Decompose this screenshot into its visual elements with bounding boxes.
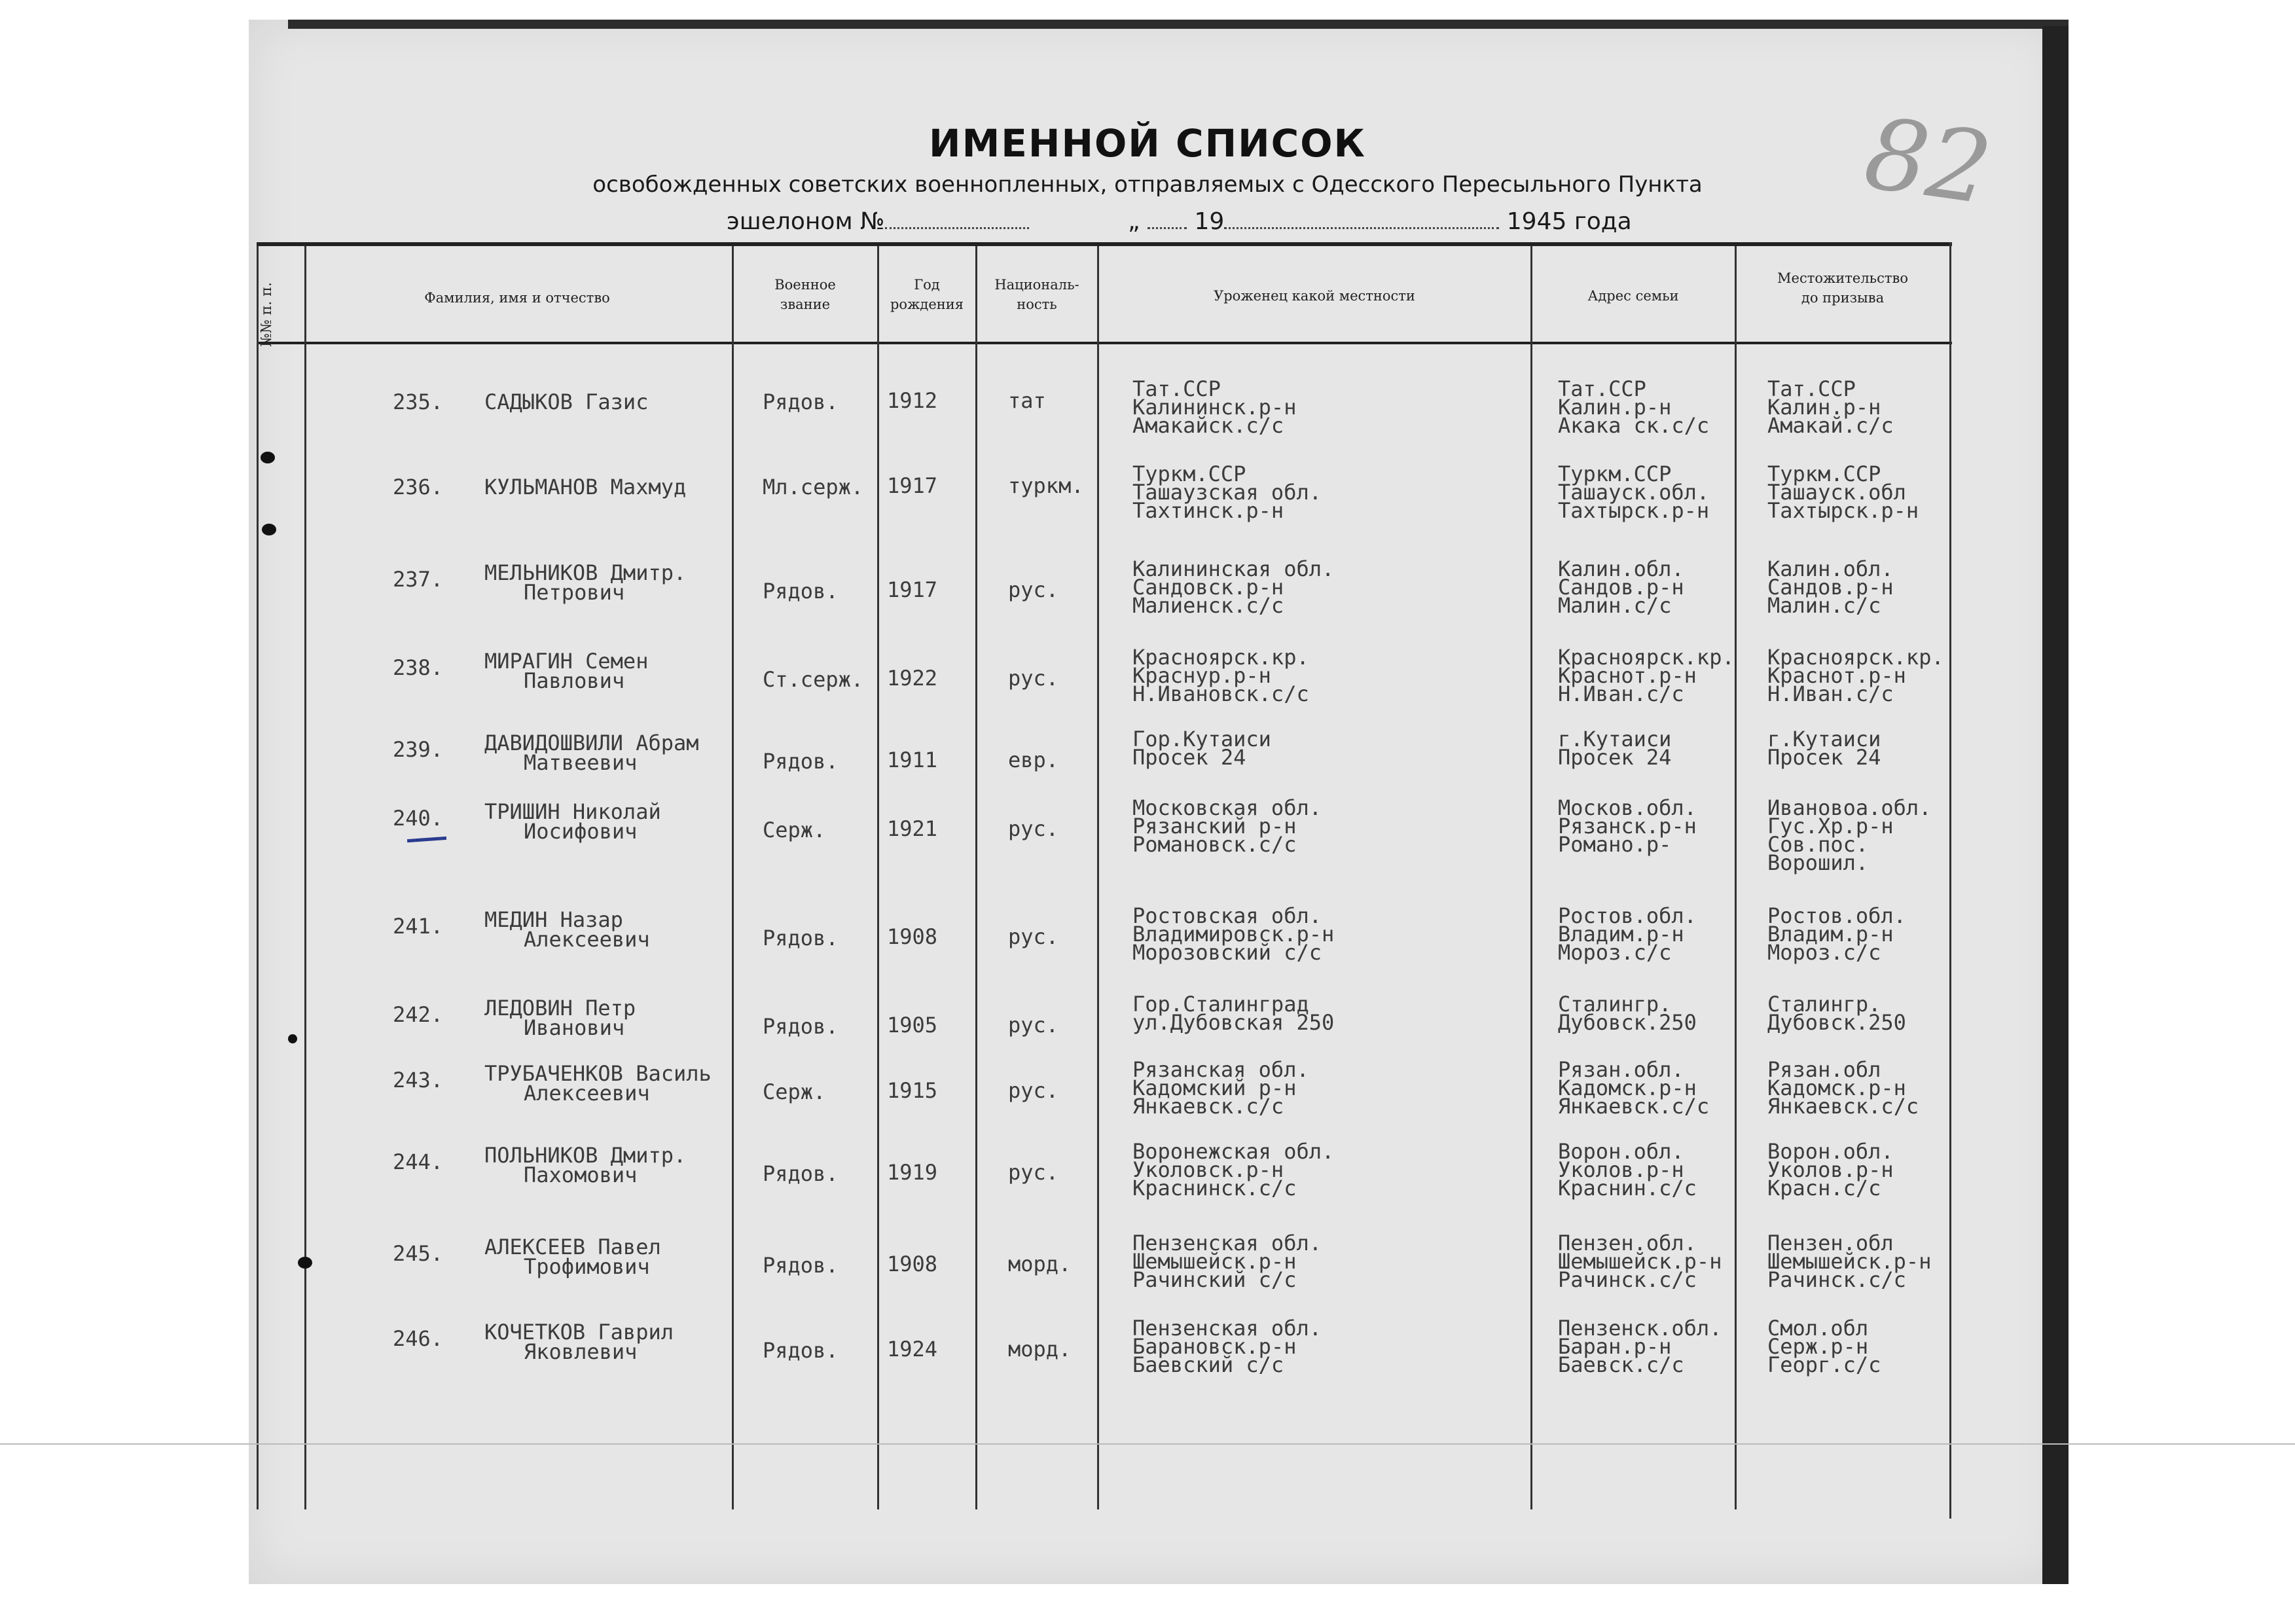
row-origin-line: Калининск.р-н [1132,395,1297,420]
page-fold-line [0,1443,2295,1445]
row-resid-line: Красноярск.кр. [1767,645,1944,670]
row-family-line: Малин.с/с [1558,593,1672,618]
col-line-5 [1097,246,1099,1509]
row-rank: Рядов. [763,389,839,414]
row-nationality: евр. [1008,748,1059,772]
row-family-line: Н.Иван.с/с [1558,681,1684,706]
row-birth-year: 1921 [887,816,938,841]
row-origin-line: Барановск.р-н [1132,1334,1297,1359]
row-number: 236. [393,475,444,499]
row-number: 235. [393,389,444,414]
row-name: ТРИШИН Николай [484,799,661,824]
row-resid-line: Дубовск.250 [1767,1010,1906,1035]
row-patronymic: Алексеевич [524,927,650,952]
row-rank: Серж. [763,818,826,842]
col-line-4 [975,246,977,1509]
row-origin-line: Тахтинск.р-н [1132,498,1284,523]
row-number: 237. [393,567,444,592]
row-name: КОЧЕТКОВ Гаврил [484,1320,674,1344]
row-rank: Серж. [763,1079,826,1104]
row-origin-line: Ростовская обл. [1132,903,1322,928]
row-family-line: Тат.ССР [1558,376,1646,401]
row-nationality: туркм. [1008,473,1084,498]
row-resid-line: Сов.пос. [1767,832,1869,857]
row-number: 246. [393,1326,444,1351]
row-name: МЕДИН Назар [484,907,623,932]
row-name: ДАВИДОШВИЛИ Абрам [484,731,699,755]
row-resid-line: Пензен.обл [1767,1231,1894,1255]
punch-hole [262,524,276,535]
row-birth-year: 1919 [887,1160,938,1185]
row-family-line: Янкаевск.с/с [1558,1094,1710,1119]
row-family-line: Рачинск.с/с [1558,1267,1697,1292]
row-origin-line: Краснур.р-н [1132,663,1271,688]
row-origin-line: Н.Ивановск.с/с [1132,681,1309,706]
row-resid-line: Тахтырск.р-н [1767,498,1919,523]
row-birth-year: 1905 [887,1013,938,1038]
row-family-line: Уколов.р-н [1558,1157,1684,1182]
scan-top-edge [288,20,2069,29]
row-nationality: рус. [1008,924,1059,949]
row-origin-line: Красноярск.кр. [1132,645,1309,670]
document-subtitle: освобожденных советских военнопленных, отправляемых с Одесского Пересыльного Пункта [592,171,1703,198]
row-family-line: Москов.обл. [1558,795,1697,820]
row-patronymic: Иосифович [524,819,638,844]
row-resid-line: Калин.обл. [1767,556,1894,581]
row-resid-line: Ростов.обл. [1767,903,1906,928]
row-name: ТРУБАЧЕНКОВ Василь [484,1061,712,1086]
row-resid-line: Гус.Хр.р-н [1767,814,1894,839]
row-origin-line: Калининская обл. [1132,556,1335,581]
archive-page-number: 82 [1858,96,1998,227]
header-resid-line1: Местожительство [1777,270,1908,286]
row-origin-line: Туркм.ССР [1132,461,1246,486]
row-origin-line: Сандовск.р-н [1132,575,1284,600]
row-nationality: тат [1008,388,1046,413]
row-family-line: Дубовск.250 [1558,1010,1697,1035]
row-resid-line: Серж.р-н [1767,1334,1869,1359]
header-nationality [977,275,1097,314]
header-year-line1: Год [914,277,940,293]
col-line-1 [304,246,306,1509]
row-patronymic: Трофимович [524,1254,650,1279]
row-name: ПОЛЬНИКОВ Дмитр. [484,1143,687,1168]
row-nationality: морд. [1008,1252,1072,1276]
row-name: САДЫКОВ Газис [484,389,649,414]
row-origin-line: ул.Дубовская 250 [1132,1010,1335,1035]
header-origin: Уроженец какой местности [1214,288,1415,304]
table-top-border [257,242,1952,246]
scan-right-edge [2042,26,2069,1584]
row-resid-line: Ворон.обл. [1767,1139,1894,1164]
row-birth-year: 1922 [887,666,938,691]
col-line-7 [1735,246,1737,1509]
row-resid-line: г.Кутаиси [1767,727,1881,751]
echelon-label: эшелоном № [727,208,885,235]
row-rank: Рядов. [763,579,839,604]
row-name: АЛЕКСЕЕВ Павел [484,1235,661,1259]
row-resid-line: Тат.ССР [1767,376,1856,401]
row-family-line: Туркм.ССР [1558,461,1672,486]
row-number: 245. [393,1241,444,1266]
row-origin-line: Тат.ССР [1132,376,1221,401]
row-nationality: рус. [1008,1160,1059,1185]
row-nationality: рус. [1008,577,1059,602]
row-origin-line: Рязанская обл. [1132,1057,1309,1082]
header-nat-line2: ность [1017,297,1057,312]
row-family-line: Пензенск.обл. [1558,1316,1722,1341]
col-line-0 [257,246,259,1509]
row-resid-line: Туркм.ССР [1767,461,1881,486]
row-origin-line: Владимировск.р-н [1132,922,1335,947]
row-number: 241. [393,914,444,939]
row-family-line: Сандов.р-н [1558,575,1684,600]
row-birth-year: 1908 [887,924,938,949]
row-rank: Рядов. [763,1338,839,1363]
row-rank: Рядов. [763,1161,839,1186]
row-number: 242. [393,1002,444,1027]
header-year-line2: рождения [890,297,964,312]
row-origin-line: Амакайск.с/с [1132,413,1284,438]
row-family-line: г.Кутаиси [1558,727,1672,751]
row-origin-line: Малиенск.с/с [1132,593,1284,618]
row-birth-year: 1915 [887,1078,938,1103]
row-rank: Рядов. [763,1253,839,1278]
row-origin-line: Романовск.с/с [1132,832,1297,857]
row-family-line: Ростов.обл. [1558,903,1697,928]
row-family-line: Тахтырск.р-н [1558,498,1710,523]
row-family-line: Баевск.с/с [1558,1352,1684,1377]
row-origin-line: Просек 24 [1132,745,1246,770]
punch-hole [298,1257,312,1269]
header-rank-line1: Военное [774,277,836,293]
row-resid-line: Краснот.р-н [1767,663,1906,688]
punch-hole [288,1034,297,1043]
row-birth-year: 1908 [887,1252,938,1276]
date-suffix: 1945 года [1506,208,1632,235]
row-origin-line: Кадомский р-н [1132,1075,1297,1100]
row-origin-line: Гор.Сталинград [1132,992,1309,1017]
row-resid-line: Уколов.р-н [1767,1157,1894,1182]
row-rank: Рядов. [763,749,839,774]
row-origin-line: Уколовск.р-н [1132,1157,1284,1182]
row-patronymic: Иванович [524,1015,625,1040]
row-family-line: Красноярск.кр. [1558,645,1735,670]
row-family-line: Калин.р-н [1558,395,1672,420]
row-number: 240. [393,806,444,831]
row-birth-year: 1912 [887,388,938,413]
row-patronymic: Матвеевич [524,750,638,775]
row-origin-line: Янкаевск.с/с [1132,1094,1284,1119]
row-family-line: Рязанск.р-н [1558,814,1697,839]
row-family-line: Романо.р- [1558,832,1672,857]
row-name: МИРАГИН Семен [484,649,649,674]
row-family-line: Калин.обл. [1558,556,1684,581]
row-resid-line: Шемышейск.р-н [1767,1249,1932,1274]
row-family-line: Баран.р-н [1558,1334,1672,1359]
row-name: МЕЛЬНИКОВ Дмитр. [484,560,687,585]
row-resid-line: Просек 24 [1767,745,1881,770]
row-birth-year: 1911 [887,748,938,772]
col-line-3 [877,246,879,1509]
row-resid-line: Красн.с/с [1767,1176,1881,1200]
row-resid-line: Смол.обл [1767,1316,1869,1341]
row-origin-line: Морозовский с/с [1132,940,1322,965]
row-family-line: Ворон.обл. [1558,1139,1684,1164]
row-number: 244. [393,1149,444,1174]
row-resid-line: Рачинск.с/с [1767,1267,1906,1292]
header-bottom-border [257,342,1952,344]
row-origin-line: Воронежская обл. [1132,1139,1335,1164]
row-family-line: Акака ск.с/с [1558,413,1710,438]
header-name: Фамилия, имя и отчество [424,290,610,306]
row-resid-line: Георг.с/с [1767,1352,1881,1377]
header-rank-line2: звание [780,297,831,312]
row-resid-line: Ворошил. [1767,850,1869,875]
row-name: ЛЕДОВИН Петр [484,996,636,1020]
row-family-line: Ташауск.обл. [1558,480,1710,505]
row-resid-line: Кадомск.р-н [1767,1075,1906,1100]
echelon-number-blank [885,227,1029,229]
row-origin-line: Рачинский с/с [1132,1267,1297,1292]
row-family-line: Кадомск.р-н [1558,1075,1697,1100]
row-name: КУЛЬМАНОВ Махмуд [484,475,687,499]
row-birth-year: 1924 [887,1337,938,1362]
row-resid-line: Сталингр. [1767,992,1881,1017]
row-rank: Рядов. [763,926,839,950]
header-family: Адрес семьи [1587,288,1679,304]
row-resid-line: Ташауск.обл [1767,480,1906,505]
row-patronymic: Пахомович [524,1163,638,1187]
echelon-line [727,208,1632,235]
row-family-line: Рязан.обл. [1558,1057,1684,1082]
row-nationality: морд. [1008,1337,1072,1362]
row-family-line: Шемышейск.р-н [1558,1249,1722,1274]
row-resid-line: Ивановоа.обл. [1767,795,1932,820]
date-blank [1224,227,1499,229]
row-birth-year: 1917 [887,473,938,498]
row-rank: Рядов. [763,1014,839,1039]
row-family-line: Краснин.с/с [1558,1176,1697,1200]
row-rank: Ст.серж. [763,667,864,692]
row-nationality: рус. [1008,1013,1059,1038]
row-nationality: рус. [1008,816,1059,841]
row-patronymic: Яковлевич [524,1339,638,1364]
document-title: ИМЕННОЙ СПИСОК [929,121,1366,166]
row-origin-line: Московская обл. [1132,795,1322,820]
row-resid-line: Н.Иван.с/с [1767,681,1894,706]
row-patronymic: Павлович [524,668,625,693]
header-residence [1736,268,1949,308]
date-quote: „ [1127,208,1140,235]
row-origin-line: Краснинск.с/с [1132,1176,1297,1200]
row-family-line: Краснот.р-н [1558,663,1697,688]
row-number: 238. [393,655,444,680]
row-origin-line: Пензенская обл. [1132,1231,1322,1255]
col-line-8 [1949,242,1951,1519]
row-birth-year: 1917 [887,577,938,602]
row-family-line: Пензен.обл. [1558,1231,1697,1255]
row-resid-line: Мороз.с/с [1767,940,1881,965]
row-origin-line: Рязанский р-н [1132,814,1297,839]
row-rank: Мл.серж. [763,475,864,499]
row-origin-line: Гор.Кутаиси [1132,727,1271,751]
row-resid-line: Владим.р-н [1767,922,1894,947]
col-line-6 [1530,246,1532,1509]
date-year-prefix: 19 [1194,208,1225,235]
row-origin-line: Шемышейск.р-н [1132,1249,1297,1274]
row-resid-line: Сандов.р-н [1767,575,1894,600]
row-origin-line: Баевский с/с [1132,1352,1284,1377]
col-line-2 [732,246,734,1509]
row-resid-line: Калин.р-н [1767,395,1881,420]
punch-hole [261,452,275,463]
row-resid-line: Амакай.с/с [1767,413,1894,438]
row-family-line: Владим.р-н [1558,922,1684,947]
row-resid-line: Рязан.обл [1767,1057,1881,1082]
row-nationality: рус. [1008,666,1059,691]
row-number: 239. [393,737,444,762]
header-rank [733,275,877,314]
row-patronymic: Петрович [524,580,625,605]
row-number: 243. [393,1068,444,1092]
header-number: №№ п. п. [259,282,275,347]
row-resid-line: Малин.с/с [1767,593,1881,618]
row-patronymic: Алексеевич [524,1081,650,1106]
header-resid-line2: до призыва [1801,290,1885,306]
row-resid-line: Янкаевск.с/с [1767,1094,1919,1119]
row-nationality: рус. [1008,1078,1059,1103]
row-family-line: Просек 24 [1558,745,1672,770]
header-year [878,275,975,314]
row-origin-line: Пензенская обл. [1132,1316,1322,1341]
row-family-line: Сталингр. [1558,992,1672,1017]
header-nat-line1: Националь- [994,277,1079,293]
row-origin-line: Ташаузская обл. [1132,480,1322,505]
row-family-line: Мороз.с/с [1558,940,1672,965]
